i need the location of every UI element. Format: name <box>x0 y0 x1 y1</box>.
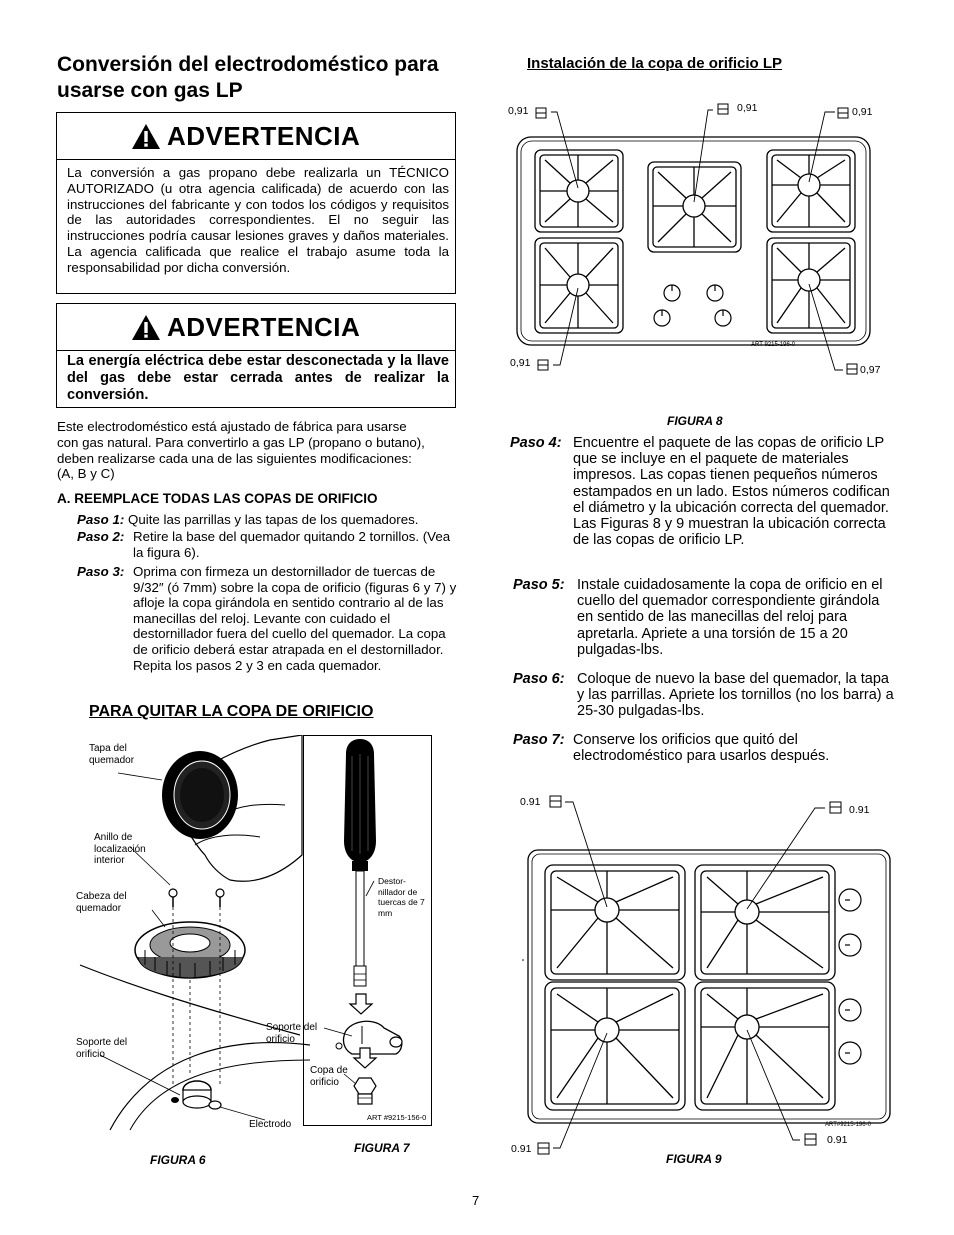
step-label: Paso 6: <box>513 671 565 687</box>
section-a-heading: A. REEMPLACE TODAS LAS COPAS DE ORIFICIO <box>57 491 378 506</box>
step-label: Paso 7: <box>513 732 565 748</box>
right-step <box>513 577 903 667</box>
right-step <box>510 435 900 565</box>
figure-9-caption: FIGURA 9 <box>666 1152 722 1166</box>
orifice-size-br: 0,97 <box>860 364 881 376</box>
figure-6-illustration <box>70 735 310 1135</box>
art-number-fig8: ART 9215-196-0 <box>751 342 796 348</box>
right-step <box>513 732 903 772</box>
warning-text: La conversión a gas propano debe realizarla un TÉCNICO AUTORIZADO (u otra agencia calificada) de acuerdo con las instrucciones del fabricante y con todos los códigos y requisitos de las autoridades correspondientes. El no seguir las instrucciones podría causar lesiones graves y daños materiales. La agencia calificada que realice el trabajo asume toda la responsabilidad por dicha conversión. <box>67 165 449 275</box>
orifice-size-tr: 0,91 <box>852 106 873 118</box>
art-number-fig9: ART#9215-196-0 <box>825 1122 871 1128</box>
right-heading: Instalación de la copa de orificio LP <box>527 55 783 72</box>
step-text: Retire la base del quemador quitando 2 tornillos. (Vea la figura 6). <box>133 529 451 560</box>
figure-8-cooktop <box>505 100 900 390</box>
art-number-fig7: ART #9215-156-0 <box>367 1113 427 1122</box>
orifice-size-tc: 0,91 <box>737 102 758 114</box>
label-orifice-support-fig7: Soporte del orificio <box>266 1022 318 1045</box>
left-step <box>77 512 467 528</box>
label-electrode: Electrodo <box>249 1119 292 1130</box>
step-label: Paso 2: <box>77 529 125 544</box>
figure-9-cooktop <box>515 790 900 1160</box>
orifice-size-bl: 0,91 <box>510 357 531 369</box>
step-text: Coloque de nuevo la base del quemador, la tapa y las parrillas. Apriete los tornillos (no los barra) a 25-30 pulgadas-lbs. <box>577 671 894 720</box>
step-text: Instale cuidadosamente la copa de orificio en el cuello del quemador correspondiente girándola en sentido de las manecillas del reloj para apretarla. Apriete a una torsión de 15 a 20 pulgadas-lbs. <box>577 577 883 658</box>
intro-paragraph: Este electrodoméstico está ajustado de fábrica para usarse con gas natural. Para convertirlo a gas LP (propano o butano), deben realizarse cada una de las siguientes modificaciones: (A, B y C) <box>57 419 425 482</box>
step-label: Paso 3: <box>77 564 125 579</box>
warning-heading: ADVERTENCIA <box>167 311 361 342</box>
warning-triangle-icon <box>131 314 161 341</box>
figure-6-caption: FIGURA 6 <box>150 1153 206 1167</box>
right-step <box>513 671 903 726</box>
page-title: Conversión del electrodoméstico para usarse con gas LP <box>57 53 439 102</box>
label-orifice-support: Soporte del orificio <box>76 1037 128 1060</box>
warning-text: La energía eléctrica debe estar desconectada y la llave del gas debe estar cerrada antes de realizar la conversión. <box>67 353 449 403</box>
warning-header <box>57 113 455 160</box>
label-burner-head: Cabeza del quemador <box>76 891 127 914</box>
label-nut-driver: Destor-nillador de tuercas de 7 mm <box>378 876 425 918</box>
orifice-size-tl: 0.91 <box>520 796 541 808</box>
page-number: 7 <box>472 1193 480 1208</box>
warning-header <box>57 304 455 351</box>
warning-triangle-icon <box>131 123 161 150</box>
orifice-size-bl: 0.91 <box>511 1143 532 1155</box>
figure-8-caption: FIGURA 8 <box>667 414 723 428</box>
step-text: Encuentre el paquete de las copas de orificio LP que se incluye en el paquete de materiales impresos. Las copas tienen pequeños números estampados en un lado. Estos números codifican el diámetro y la ubicación correcta del quemador. Las Figuras 8 y 9 muestran la ubicación correcta de las copas de orificio LP. <box>573 435 890 549</box>
step-text: Quite las parrillas y las tapas de los quemadores. <box>128 512 419 527</box>
step-label: Paso 4: <box>510 435 562 451</box>
step-label: Paso 5: <box>513 577 565 593</box>
label-burner-cap: Tapa del quemador <box>89 743 135 766</box>
step-label: Paso 1: <box>77 512 125 527</box>
orifice-size-tl: 0,91 <box>508 105 529 117</box>
remove-heading: PARA QUITAR LA COPA DE ORIFICIO <box>89 703 374 720</box>
orifice-size-br: 0.91 <box>827 1134 848 1146</box>
warning-heading: ADVERTENCIA <box>167 120 361 151</box>
label-orifice-cup: Copa de orificio <box>310 1065 348 1088</box>
figure-7-caption: FIGURA 7 <box>354 1141 410 1155</box>
label-locator-ring: Anillo de localización interior <box>94 832 146 866</box>
warning-box <box>56 112 456 294</box>
warning-box <box>56 303 456 408</box>
orifice-size-tr: 0.91 <box>849 804 870 816</box>
step-text: Conserve los orificios que quitó del electrodoméstico para usarlos después. <box>573 732 830 765</box>
step-text: Oprima con firmeza un destornillador de tuercas de 9/32″ (ó 7mm) sobre la copa de orificio (figuras 6 y 7) y afloje la copa girándola en sentido contrario al de las manecillas del reloj. Levante con cuidado el destornillador fuera del cuello del quemador. La copa de orificio deberá estar atrapada en el destornillador. Repita los pasos 2 y 3 en cada quemador. <box>133 564 457 673</box>
